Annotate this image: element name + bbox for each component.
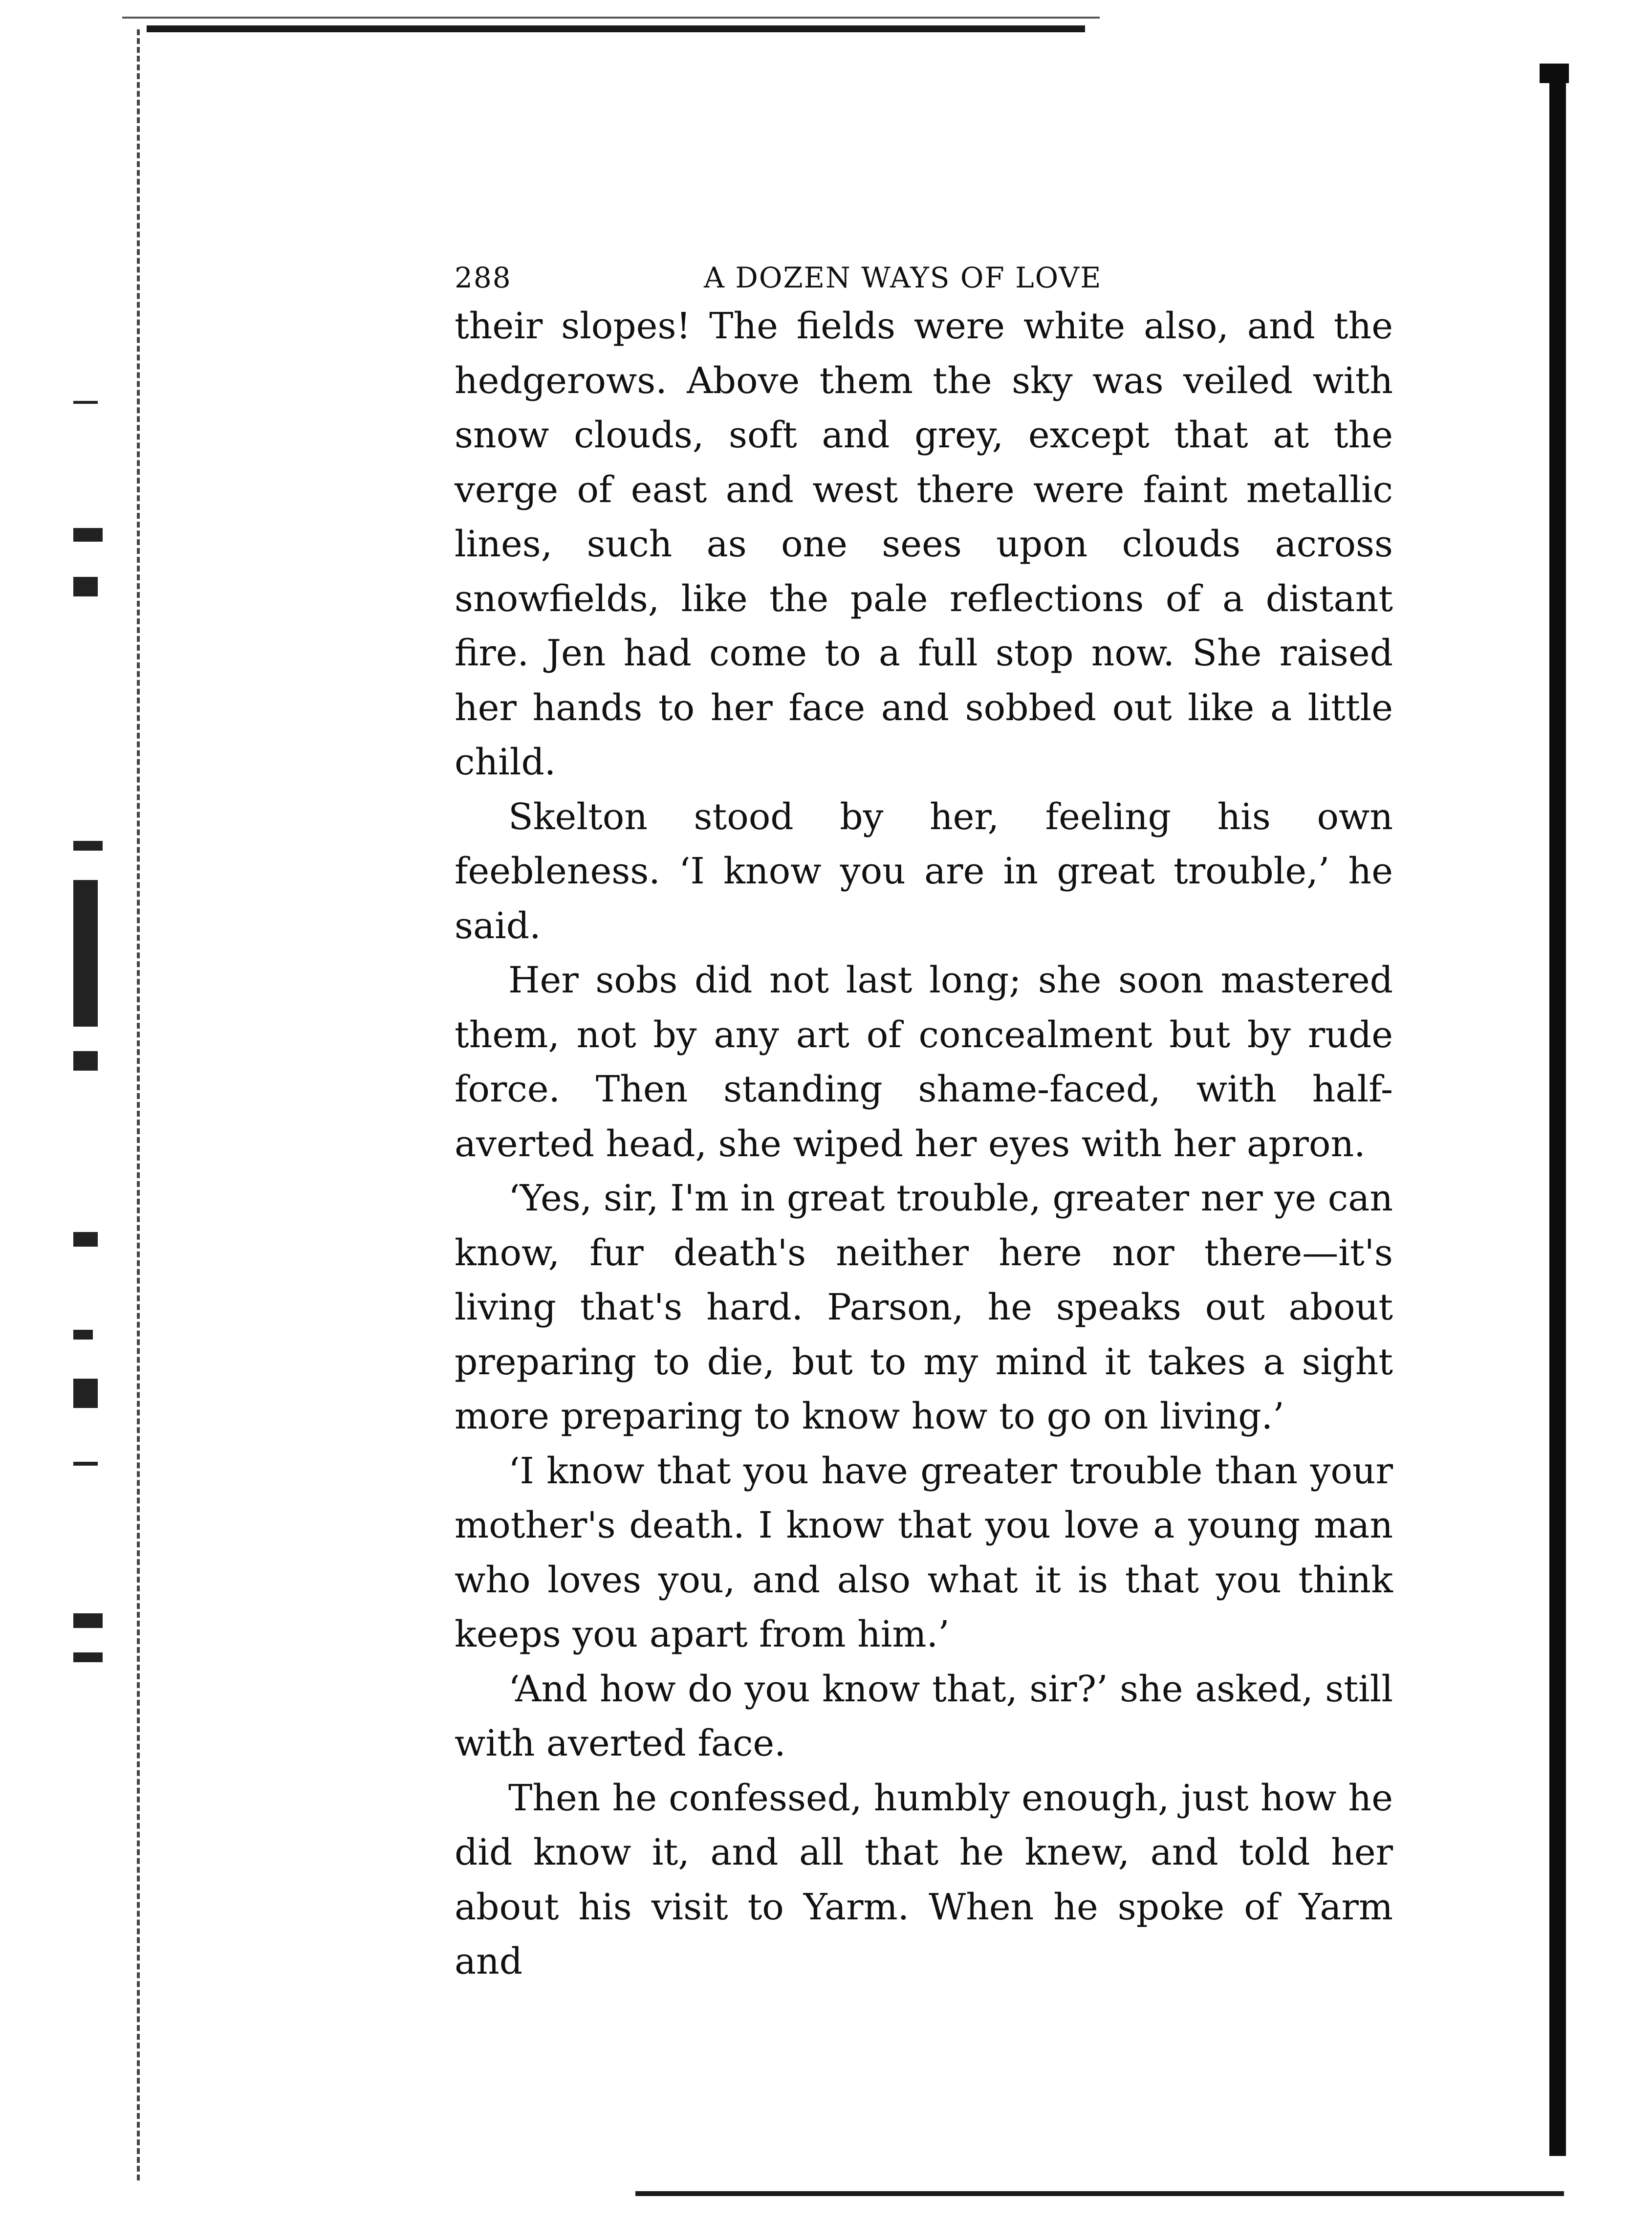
paragraph: Skelton stood by her, feeling his own feebleness. ‘I know you are in great trouble,’ he said. <box>455 795 1393 947</box>
paragraph: their slopes! The fields were white also, and the hedgerows. Above them the sky was veiled with snow clouds, soft and grey, except that at the verge of east and west there were faint metallic lines, such as one sees upon clouds across snowfields, like the pale reflections of a distant fire. Jen had come to a full stop now. She raised her hands to her face and sobbed out like a little child. <box>455 305 1393 783</box>
scan-top-rule <box>147 25 1085 32</box>
scan-edge-line <box>122 17 1100 19</box>
paragraph: ‘Yes, sir, I'm in great trouble, greater ner ye can know, fur death's neither here nor there—it's living that's hard. Parson, he speaks out about preparing to die, but to my mind it takes a sight more preparing to know how to go on living.’ <box>455 1177 1393 1437</box>
scan-right-edge <box>1549 64 1566 2156</box>
scan-bottom-rule <box>635 2191 1564 2196</box>
paragraph: Then he confessed, humbly enough, just how he did know it, and all that he knew, and told her about his visit to Yarm. When he spoke of Yarm and <box>455 1777 1393 1982</box>
paragraph: ‘I know that you have greater trouble than your mother's death. I know that you love a young man who loves you, and also what it is that you think keeps you apart from him.’ <box>455 1450 1393 1655</box>
page-number: 288 <box>455 261 512 294</box>
body-text <box>455 299 1393 1989</box>
paragraph: ‘And how do you know that, sir?’ she asked, still with averted face. <box>455 1668 1393 1764</box>
book-page <box>455 254 1393 1989</box>
scan-left-border <box>137 29 143 2180</box>
running-title: A DOZEN WAYS OF LOVE <box>704 261 1102 294</box>
running-head <box>455 254 1393 298</box>
scan-left-marks <box>73 401 103 1721</box>
paragraph: Her sobs did not last long; she soon mastered them, not by any art of concealment but by rude force. Then standing shame-faced, with half-averted head, she wiped her eyes with her apron. <box>455 959 1393 1165</box>
